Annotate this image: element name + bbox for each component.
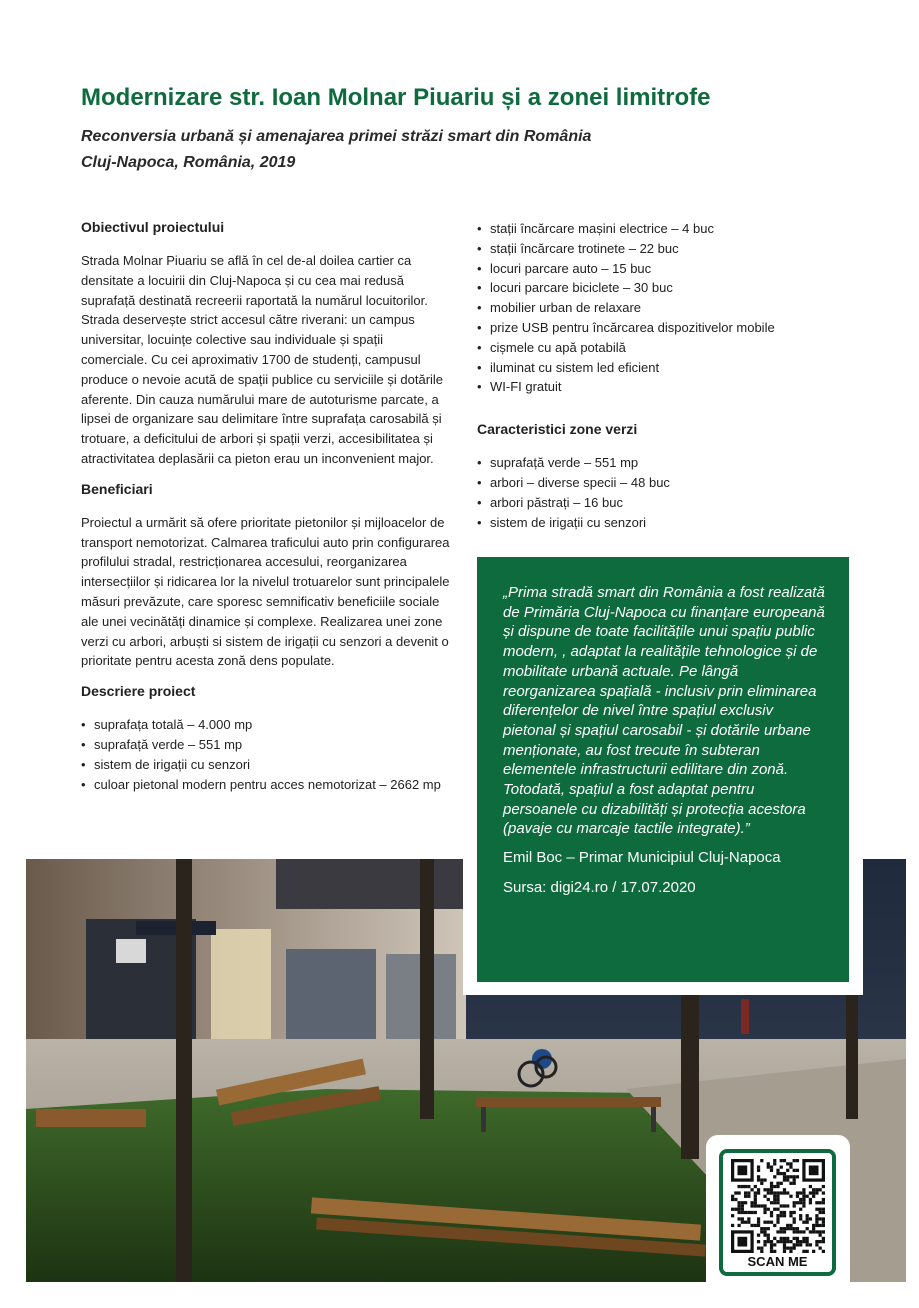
objective-heading: Obiectivul proiectului xyxy=(81,219,225,235)
quote-author xyxy=(503,847,829,869)
qr-code[interactable] xyxy=(719,1149,836,1276)
list-item: • prize USB pentru încărcarea dispozitivelor mobile xyxy=(477,318,857,338)
list-item: • suprafața totală – 4.000 mp xyxy=(81,715,453,735)
quote-source xyxy=(503,877,829,899)
features-list xyxy=(477,219,857,397)
list-item: • stații încărcare trotinete – 22 buc xyxy=(477,239,857,259)
list-item: • arbori păstrați – 16 buc xyxy=(477,493,857,513)
source-value: digi24.ro / 17.07.2020 xyxy=(546,879,696,897)
beneficiaries-heading: Beneficiari xyxy=(81,480,153,497)
source-label: Sursa: xyxy=(503,879,547,897)
list-item: • locuri parcare biciclete – 30 buc xyxy=(477,278,857,298)
qr-label: SCAN ME xyxy=(747,1254,808,1269)
beneficiaries-text: Proiectul a urmărit să ofere prioritate pietonilor și mijloacelor de transport nemotorizat. Calmarea traficului auto prin configurarea profilului stradal, restricționarea accesului, reorganizarea intersecțiilor și ridicarea lor la nivelul trotuarelor sunt principalele măsuri prevăzute, care sporesc semnificativ beneficiile sociale ale unei vecinătăți dinamice și complexe. Realizarea unei zone verzi cu arbori, arbuști si sistem de irigații cu senzori a devenit o prioritate pentru acesta zonă dens populate. xyxy=(81,514,450,669)
green-list xyxy=(477,453,857,532)
list-item: • locuri parcare auto – 15 buc xyxy=(477,259,857,279)
list-item: • iluminat cu sistem led eficient xyxy=(477,358,857,378)
page-title: Modernizare str. Ioan Molnar Piuariu și a zonei limitrofe xyxy=(81,84,711,111)
objective-text: Strada Molnar Piuariu se află în cel de-al doilea cartier ca densitate a locuirii din Cluj-Napoca și cu cea mai redusă suprafață destinată recreerii raportată la numărul locuitorilor. Strada deservește strict accesul către riverani: un campus universitar, locuințe colective sau individuale și spații comerciale. Cu cei aproximativ 1700 de studenți, campusul produce o nevoie acută de spații publice cu serviciile și dotările aferente. Din cauza numărului mare de autoturisme parcate, a lipsei de organizare sau delimitare între suprafața carosabilă și trotuare, a deficitului de arbori și spații verzi, accesibilitatea și atractivitatea deplasării ca pieton erau un inconvenient major. xyxy=(81,253,444,466)
quote-box xyxy=(477,557,849,982)
location-year: Cluj-Napoca, România, 2019 xyxy=(81,154,296,171)
list-item: • mobilier urban de relaxare xyxy=(477,298,857,318)
right-column xyxy=(477,219,857,532)
list-item: • culoar pietonal modern pentru acces nemotorizat – 2662 mp xyxy=(81,775,453,795)
list-item: • WI-FI gratuit xyxy=(477,377,857,397)
list-item: • sistem de irigații cu senzori xyxy=(81,755,453,775)
author-name: Emil Boc xyxy=(503,849,563,867)
qr-code-icon xyxy=(731,1159,825,1253)
description-heading: Descriere proiect xyxy=(81,683,196,700)
green-heading: Caracteristici zone verzi xyxy=(477,421,638,438)
list-item: • suprafață verde – 551 mp xyxy=(477,453,857,473)
subtitle: Reconversia urbană și amenajarea primei străzi smart din România xyxy=(81,128,592,145)
author-role: – Primar Municipiul Cluj-Napoca xyxy=(562,849,781,867)
list-item: • suprafață verde – 551 mp xyxy=(81,735,453,755)
list-item: • arbori – diverse specii – 48 buc xyxy=(477,473,857,493)
description-list xyxy=(81,715,453,794)
left-column xyxy=(81,219,453,794)
quote-text: „Prima stradă smart din România a fost realizată de Primăria Cluj-Napoca cu finanțare europeană și dispune de toate facilitățile unui spațiu public modern, , adaptat la realitățile tehnologice și de mobilitate urbană actuale. Pe lângă reorganizarea spațială - inclusiv prin eliminarea diferențelor de nivel între spațiul exclusiv pietonal și spațiul carosabil - și dotările urbane menționate, au fost trecute în subteran elementele infrastructurii edilitare din zonă. Totodată, spațiul a fost adaptat pentru persoanele cu dizabilități și protecția acestora (pavaje cu marcaje tactile integrate).” xyxy=(503,584,825,838)
list-item: • cișmele cu apă potabilă xyxy=(477,338,857,358)
list-item: • stații încărcare mașini electrice – 4 buc xyxy=(477,219,857,239)
list-item: • sistem de irigații cu senzori xyxy=(477,513,857,533)
